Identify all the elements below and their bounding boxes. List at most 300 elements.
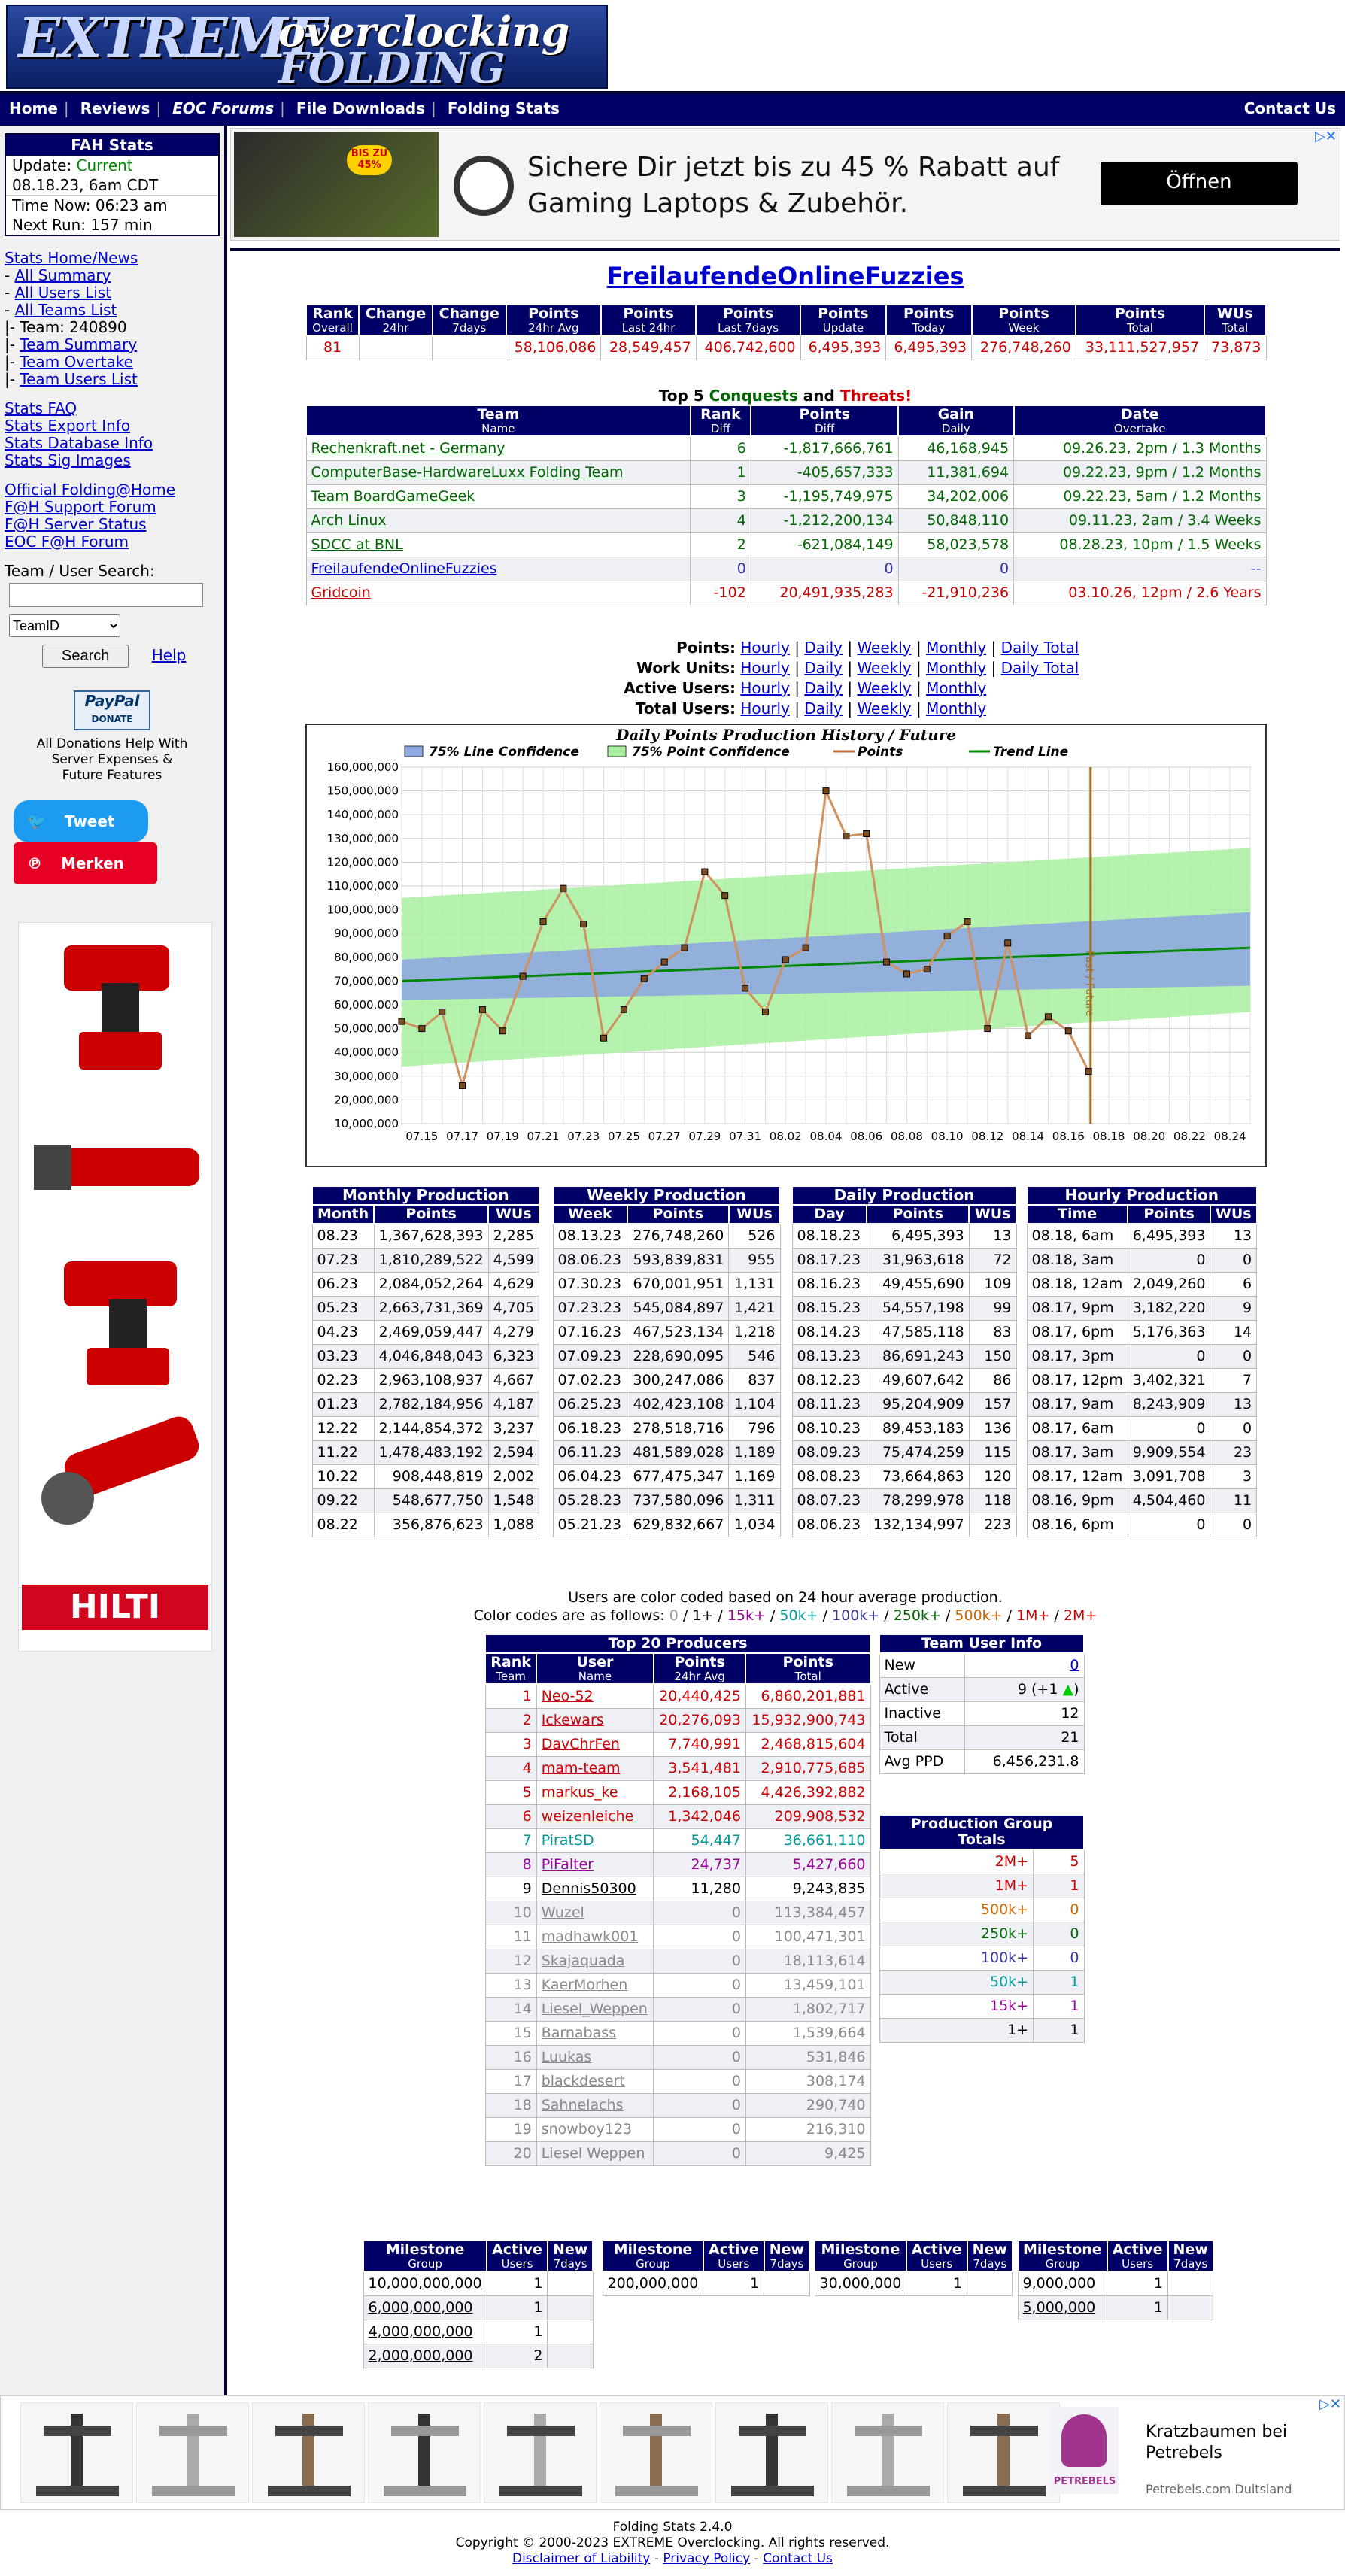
cell: 07.23.23 xyxy=(553,1297,627,1321)
main-content xyxy=(230,248,1340,2392)
milestone-link[interactable]: 10,000,000,000 xyxy=(368,2275,482,2292)
table-row xyxy=(1027,1465,1257,1489)
x-tick-label: 07.19 xyxy=(486,1130,519,1143)
cell: -405,657,333 xyxy=(751,461,898,485)
link-fah-server[interactable]: F@H Server Status xyxy=(5,515,147,533)
table-row xyxy=(312,1441,539,1465)
color-code: 500k+ xyxy=(955,1607,1003,1624)
update-status: Current xyxy=(76,156,133,174)
logo-overclocking: overclocking xyxy=(278,8,570,56)
col-header: Change 24hr xyxy=(359,305,433,335)
cell: 07.09.23 xyxy=(553,1345,627,1369)
table-row xyxy=(553,1513,780,1537)
x-tick-label: 08.12 xyxy=(971,1130,1004,1143)
data-point xyxy=(601,1035,607,1041)
group-value: 1 xyxy=(1034,2019,1084,2043)
cell: 5,427,660 xyxy=(745,1853,870,1877)
ad-open-button[interactable]: Öffnen xyxy=(1101,162,1298,205)
cell: 1,169 xyxy=(729,1465,780,1489)
table-row xyxy=(1027,1393,1257,1417)
chart-link[interactable]: Daily xyxy=(804,679,843,697)
table-row xyxy=(306,461,1266,485)
table-row xyxy=(485,1709,870,1733)
data-point xyxy=(661,959,667,965)
cat-tree-image xyxy=(715,2402,828,2503)
new-cell xyxy=(1168,2271,1213,2296)
group-label: 250k+ xyxy=(879,1922,1034,1946)
data-point xyxy=(560,885,566,891)
cell: 209,908,532 xyxy=(745,1805,870,1829)
cell: 11 xyxy=(1210,1489,1257,1513)
nav-reviews[interactable]: Reviews xyxy=(80,99,150,117)
chart-link[interactable]: Daily Total xyxy=(1000,639,1079,657)
table-row xyxy=(312,1513,539,1537)
table-row xyxy=(485,1853,870,1877)
ad-logo-icon xyxy=(454,156,514,216)
cell: 3,237 xyxy=(488,1417,539,1441)
col-header: Milestone Group xyxy=(363,2241,487,2271)
col-header: Active Users xyxy=(1107,2241,1168,2271)
link-all-summary[interactable]: All Summary xyxy=(14,266,111,284)
table-title: Production Group Totals xyxy=(879,1815,1084,1849)
cell: 4,667 xyxy=(488,1369,539,1393)
cell: 1,802,717 xyxy=(745,1998,870,2022)
user-link[interactable]: KaerMorhen xyxy=(541,1977,628,1993)
table-row xyxy=(312,1297,539,1321)
table-row xyxy=(306,485,1266,509)
color-code: 2M+ xyxy=(1063,1607,1098,1624)
data-point xyxy=(823,788,829,794)
table-row xyxy=(553,1345,780,1369)
x-tick-label: 08.04 xyxy=(809,1130,843,1143)
footer-disclaimer[interactable]: Disclaimer of Liability xyxy=(512,2551,651,2566)
link-database[interactable]: Stats Database Info xyxy=(5,434,153,452)
cell: 1,311 xyxy=(729,1489,780,1513)
cell: 2,663,731,369 xyxy=(374,1297,488,1321)
chart-link[interactable]: Daily xyxy=(804,659,843,677)
cell: 08.28.23, 10pm / 1.5 Weeks xyxy=(1014,533,1266,557)
rank-cell: 2 xyxy=(485,1709,536,1733)
legend-label: 75% Point Confidence xyxy=(632,745,790,760)
search-type-select[interactable] xyxy=(9,614,120,637)
cell: 08.17, 3am xyxy=(1027,1441,1128,1465)
table-row xyxy=(485,2094,870,2118)
data-point xyxy=(924,966,930,972)
table-row xyxy=(363,2271,593,2296)
user-link[interactable]: DavChrFen xyxy=(541,1736,620,1752)
cell: 228,690,095 xyxy=(627,1345,729,1369)
team-link[interactable]: SDCC at BNL xyxy=(311,536,403,553)
group-value: 0 xyxy=(1034,1946,1084,1971)
col-header: Active Users xyxy=(906,2241,967,2271)
table-row xyxy=(485,1781,870,1805)
cell: 12.22 xyxy=(312,1417,374,1441)
crimper-product-image xyxy=(34,1103,199,1239)
chart-link[interactable]: Monthly xyxy=(926,679,987,697)
update-time: 08.18.23, 6am CDT xyxy=(12,176,159,194)
table-row xyxy=(312,1273,539,1297)
milestone-link[interactable]: 2,000,000,000 xyxy=(368,2347,473,2364)
legend-label: 75% Line Confidence xyxy=(429,745,579,760)
help-link[interactable]: Help xyxy=(151,646,187,664)
user-link[interactable]: Ickewars xyxy=(541,1712,604,1728)
chart-link[interactable]: Weekly xyxy=(857,659,912,677)
team-link[interactable]: FreilaufendeOnlineFuzzies xyxy=(311,560,497,577)
x-tick-label: 07.29 xyxy=(688,1130,721,1143)
link-eoc-forum[interactable]: EOC F@H Forum xyxy=(5,532,129,551)
col-header: Points Diff xyxy=(751,405,898,436)
chart-link[interactable]: Daily xyxy=(804,639,843,657)
bottom-ad-banner[interactable] xyxy=(0,2395,1345,2510)
chart-link[interactable]: Daily Total xyxy=(1000,659,1079,677)
value-cell xyxy=(965,1653,1084,1678)
team-link[interactable]: ComputerBase-HardwareLuxx Folding Team xyxy=(311,464,624,481)
value-cell: 9 (+1 ▲) xyxy=(965,1678,1084,1702)
user-link[interactable]: Barnabass xyxy=(541,2025,617,2041)
team-link[interactable]: Team BoardGameGeek xyxy=(311,488,475,505)
table-row xyxy=(603,2271,809,2296)
cell: 1,218 xyxy=(729,1321,780,1345)
group-value: 5 xyxy=(1034,1849,1084,1874)
table-row xyxy=(1027,1321,1257,1345)
link-all-users[interactable]: All Users List xyxy=(14,284,112,302)
user-link[interactable]: weizenleiche xyxy=(541,1808,634,1825)
data-point xyxy=(520,973,526,979)
active-cell: 1 xyxy=(1107,2296,1168,2320)
team-cell xyxy=(306,509,691,533)
x-tick-label: 07.21 xyxy=(527,1130,560,1143)
ad-close-icon[interactable]: ▷✕ xyxy=(1315,129,1337,144)
cell: 06.04.23 xyxy=(553,1465,627,1489)
summary-cell: 58,106,086 xyxy=(506,335,601,360)
rank-cell: 20 xyxy=(485,2142,536,2166)
user-link[interactable]: madhawk001 xyxy=(541,1928,639,1945)
cell: 49,455,690 xyxy=(867,1273,969,1297)
chart-link[interactable]: Monthly xyxy=(926,699,987,718)
x-tick-label: 07.31 xyxy=(729,1130,762,1143)
cell: 670,001,951 xyxy=(627,1273,729,1297)
update-label: Update: xyxy=(12,156,72,174)
data-point xyxy=(903,971,909,977)
top5-table xyxy=(305,405,1267,605)
table-row xyxy=(792,1321,1016,1345)
cell: 4,046,848,043 xyxy=(374,1345,488,1369)
y-tick-label: 50,000,000 xyxy=(334,1021,399,1036)
cell: -1,817,666,761 xyxy=(751,436,898,461)
active-cell: 1 xyxy=(1107,2271,1168,2296)
col-header: Change 7days xyxy=(433,305,506,335)
user-link[interactable]: PiFalter xyxy=(541,1856,594,1873)
cell: 0 xyxy=(751,557,898,581)
x-tick-label: 07.23 xyxy=(567,1130,600,1143)
col-header: Points Last 7days xyxy=(696,305,800,335)
rank-cell: 4 xyxy=(485,1757,536,1781)
search-button[interactable]: Search xyxy=(42,645,129,668)
table-row xyxy=(485,1974,870,1998)
chart-link[interactable]: Monthly xyxy=(926,659,987,677)
cell: 1,548 xyxy=(488,1489,539,1513)
table-row xyxy=(792,1249,1016,1273)
footer-contact[interactable]: Contact Us xyxy=(763,2551,833,2566)
tweet-button[interactable]: 🐦 Tweet xyxy=(14,800,148,842)
chart-link[interactable]: Monthly xyxy=(926,639,987,657)
table-row xyxy=(553,1393,780,1417)
cell: 08.06.23 xyxy=(553,1249,627,1273)
rank-cell: 3 xyxy=(485,1733,536,1757)
cell: 2,144,854,372 xyxy=(374,1417,488,1441)
cat-tree-image xyxy=(484,2402,597,2503)
y-tick-label: 30,000,000 xyxy=(334,1069,399,1083)
col-header: Rank Overall xyxy=(306,305,359,335)
milestone-link[interactable]: 30,000,000 xyxy=(819,2275,902,2292)
cell: 09.22.23, 9pm / 1.2 Months xyxy=(1014,461,1266,485)
footer-copyright: Copyright © 2000-2023 EXTREME Overclocking. All rights reserved. xyxy=(455,2535,890,2550)
user-link[interactable]: Skajaquada xyxy=(541,1952,625,1969)
cell: 08.16.23 xyxy=(792,1273,867,1297)
cell: 07.16.23 xyxy=(553,1321,627,1345)
cat-tree-image xyxy=(252,2402,365,2503)
nav-folding-stats[interactable]: Folding Stats xyxy=(447,99,560,117)
chart-link-label: Active Users: xyxy=(624,679,736,697)
milestone-link[interactable]: 4,000,000,000 xyxy=(368,2323,473,2340)
user-cell xyxy=(536,1757,653,1781)
cell: 216,310 xyxy=(745,2118,870,2142)
cell: 278,518,716 xyxy=(627,1417,729,1441)
team-cell xyxy=(306,581,691,605)
new-users-link[interactable]: 0 xyxy=(1070,1657,1079,1673)
link-team-users[interactable]: Team Users List xyxy=(20,370,138,388)
user-link[interactable]: Neo-52 xyxy=(541,1688,594,1704)
color-code: 0 xyxy=(669,1607,679,1624)
link-export[interactable]: Stats Export Info xyxy=(5,417,131,435)
color-code: 1+ xyxy=(692,1607,714,1624)
col-header: Milestone Group xyxy=(1018,2241,1107,2271)
table-row xyxy=(553,1249,780,1273)
table-row xyxy=(792,1224,1016,1249)
cell: 11,280 xyxy=(654,1877,746,1901)
group-label: 2M+ xyxy=(879,1849,1034,1874)
nav-home[interactable]: Home xyxy=(9,99,58,117)
color-code: 1M+ xyxy=(1016,1607,1050,1624)
cell: -102 xyxy=(691,581,751,605)
nav-contact[interactable]: Contact Us xyxy=(1243,99,1336,117)
site-logo[interactable] xyxy=(6,5,608,93)
user-link[interactable]: Wuzel xyxy=(541,1904,584,1921)
site-header xyxy=(0,0,1345,94)
group-value: 1 xyxy=(1034,1971,1084,1995)
user-cell xyxy=(536,1877,653,1901)
milestone-link[interactable]: 200,000,000 xyxy=(607,2275,699,2292)
cell: 08.13.23 xyxy=(792,1345,867,1369)
cell: 467,523,134 xyxy=(627,1321,729,1345)
table-row xyxy=(1027,1417,1257,1441)
cell: 0 xyxy=(1210,1417,1257,1441)
col-header: Date Overtake xyxy=(1014,405,1266,436)
nav-downloads[interactable]: File Downloads xyxy=(296,99,426,117)
team-link[interactable]: Gridcoin xyxy=(311,584,371,601)
link-team-summary[interactable]: Team Summary xyxy=(20,335,138,353)
user-link[interactable]: snowboy123 xyxy=(541,2121,633,2138)
table-row xyxy=(879,1678,1084,1702)
time-now: Time Now: 06:23 am xyxy=(6,195,218,215)
team-link[interactable]: Rechenkraft.net - Germany xyxy=(311,440,506,457)
cell: 531,846 xyxy=(745,2046,870,2070)
y-tick-label: 80,000,000 xyxy=(334,950,399,964)
y-tick-label: 20,000,000 xyxy=(334,1093,399,1107)
table-row xyxy=(312,1321,539,1345)
y-tick-label: 90,000,000 xyxy=(334,927,399,941)
link-team-overtake[interactable]: Team Overtake xyxy=(20,353,133,371)
chart-link-label: Points: xyxy=(676,639,736,657)
x-tick-label: 08.14 xyxy=(1012,1130,1045,1143)
hilti-logo: HILTI xyxy=(22,1585,208,1630)
table-row xyxy=(879,1995,1084,2019)
milestone-cell xyxy=(1018,2296,1107,2320)
chart-link[interactable]: Weekly xyxy=(857,679,912,697)
x-tick-label: 08.02 xyxy=(769,1130,802,1143)
chart-link[interactable]: Hourly xyxy=(740,639,790,657)
chart-link[interactable]: Hourly xyxy=(740,679,790,697)
col-header: WUs xyxy=(1210,1205,1257,1224)
col-header: Points xyxy=(627,1205,729,1224)
link-fah-support[interactable]: F@H Support Forum xyxy=(5,498,156,516)
active-cell: 2 xyxy=(487,2344,548,2368)
cell: 10.22 xyxy=(312,1465,374,1489)
table-row xyxy=(879,1849,1084,1874)
milestone-link[interactable]: 6,000,000,000 xyxy=(368,2299,473,2316)
user-link[interactable]: mam-team xyxy=(541,1760,621,1776)
cell: 31,963,618 xyxy=(867,1249,969,1273)
chart-link[interactable]: Weekly xyxy=(857,639,912,657)
cell: 2,963,108,937 xyxy=(374,1369,488,1393)
link-sig-images[interactable]: Stats Sig Images xyxy=(5,451,131,469)
footer: Folding Stats 2.4.0 Copyright © 2000-2023 EXTREME Overclocking. All rights reserved. Disclaimer of Liability - Privacy Policy - Contact Us xyxy=(0,2520,1345,2567)
data-point xyxy=(722,893,728,899)
cell: 2,910,775,685 xyxy=(745,1757,870,1781)
x-tick-label: 07.25 xyxy=(607,1130,640,1143)
user-link[interactable]: blackdesert xyxy=(541,2073,625,2089)
chart-link[interactable]: Daily xyxy=(804,699,843,718)
x-tick-label: 08.06 xyxy=(850,1130,883,1143)
cell: 0 xyxy=(1128,1345,1210,1369)
cell: 9 xyxy=(1210,1297,1257,1321)
table-row xyxy=(879,1702,1084,1726)
cell: 24,737 xyxy=(654,1853,746,1877)
cell: 2,782,184,956 xyxy=(374,1393,488,1417)
link-official-fah[interactable]: Official Folding@Home xyxy=(5,481,176,499)
user-link[interactable]: Liesel Weppen xyxy=(541,2145,645,2162)
nav-forums[interactable]: EOC Forums xyxy=(172,99,275,117)
sidebar-ad[interactable] xyxy=(18,922,212,1652)
user-cell xyxy=(536,1805,653,1829)
cell: 08.15.23 xyxy=(792,1297,867,1321)
chart-link[interactable]: Weekly xyxy=(857,699,912,718)
cell: 3,182,220 xyxy=(1128,1297,1210,1321)
cell: 1,539,664 xyxy=(745,2022,870,2046)
bottom-ad-close-icon[interactable]: ▷✕ xyxy=(1319,2396,1341,2412)
cell: 629,832,667 xyxy=(627,1513,729,1537)
fah-stats-box xyxy=(5,133,220,236)
pin-button[interactable]: ℗ Merken xyxy=(14,842,157,884)
cell: 1,034 xyxy=(729,1513,780,1537)
x-tick-label: 08.20 xyxy=(1133,1130,1166,1143)
milestone-link[interactable]: 9,000,000 xyxy=(1022,2275,1096,2292)
cell: 05.21.23 xyxy=(553,1513,627,1537)
user-link[interactable]: Dennis50300 xyxy=(541,1880,636,1897)
user-link[interactable]: Luukas xyxy=(541,2049,592,2065)
link-stats-home[interactable]: Stats Home/News xyxy=(5,249,138,267)
link-faq[interactable]: Stats FAQ xyxy=(5,399,77,417)
cell: 08.14.23 xyxy=(792,1321,867,1345)
cell: 1,478,483,192 xyxy=(374,1441,488,1465)
data-point xyxy=(1085,1068,1091,1074)
group-label: 100k+ xyxy=(879,1946,1034,1971)
cell: 72 xyxy=(969,1249,1016,1273)
user-cell xyxy=(536,1925,653,1949)
cell: 0 xyxy=(654,2118,746,2142)
laptop-ad-image: BIS ZU 45% xyxy=(234,132,439,237)
user-link[interactable]: PiratSD xyxy=(541,1832,594,1849)
team-summary-table xyxy=(305,304,1267,360)
cell: 677,475,347 xyxy=(627,1465,729,1489)
team-title[interactable]: FreilaufendeOnlineFuzzies xyxy=(606,262,964,290)
user-link[interactable]: Sahnelachs xyxy=(541,2097,624,2113)
cell: 6,860,201,881 xyxy=(745,1684,870,1709)
cell: 115 xyxy=(969,1441,1016,1465)
table-row xyxy=(363,2296,593,2320)
table-row xyxy=(792,1273,1016,1297)
table-row xyxy=(1027,1249,1257,1273)
footer-version: Folding Stats 2.4.0 xyxy=(612,2520,733,2535)
cell: 54,557,198 xyxy=(867,1297,969,1321)
monthly-production-table xyxy=(311,1185,540,1537)
table-row xyxy=(312,1393,539,1417)
group-value: 1 xyxy=(1034,1995,1084,2019)
rank-cell: 10 xyxy=(485,1901,536,1925)
y-tick-label: 130,000,000 xyxy=(326,831,399,845)
chart-link[interactable]: Hourly xyxy=(740,699,790,718)
paypal-button[interactable]: PayPal DONATE xyxy=(74,690,150,730)
cell: 9,243,835 xyxy=(745,1877,870,1901)
user-cell xyxy=(536,1853,653,1877)
top-ad-banner[interactable] xyxy=(230,128,1340,241)
cell: 4,504,460 xyxy=(1128,1489,1210,1513)
cell: 06.25.23 xyxy=(553,1393,627,1417)
search-input[interactable] xyxy=(9,583,203,607)
team-link[interactable]: Arch Linux xyxy=(311,512,387,529)
user-link[interactable]: markus_ke xyxy=(541,1784,618,1801)
table-title: Hourly Production xyxy=(1027,1186,1257,1205)
footer-privacy[interactable]: Privacy Policy xyxy=(663,2551,751,2566)
table-row xyxy=(879,1971,1084,1995)
table-row xyxy=(792,1441,1016,1465)
milestone-link[interactable]: 5,000,000 xyxy=(1022,2299,1096,2316)
milestone-cell xyxy=(603,2271,703,2296)
cell: 07.02.23 xyxy=(553,1369,627,1393)
cell: 46,168,945 xyxy=(898,436,1013,461)
user-link[interactable]: Liesel_Weppen xyxy=(541,2001,648,2017)
cell: 120 xyxy=(969,1465,1016,1489)
daily-production-table xyxy=(791,1185,1017,1537)
link-all-teams[interactable]: All Teams List xyxy=(14,301,117,319)
label-cell: Inactive xyxy=(879,1702,965,1726)
chart-link[interactable]: Hourly xyxy=(740,659,790,677)
cell: 100,471,301 xyxy=(745,1925,870,1949)
rank-cell: 13 xyxy=(485,1974,536,1998)
top-producers-table xyxy=(484,1634,871,2166)
cell: 837 xyxy=(729,1369,780,1393)
team-cell xyxy=(306,533,691,557)
